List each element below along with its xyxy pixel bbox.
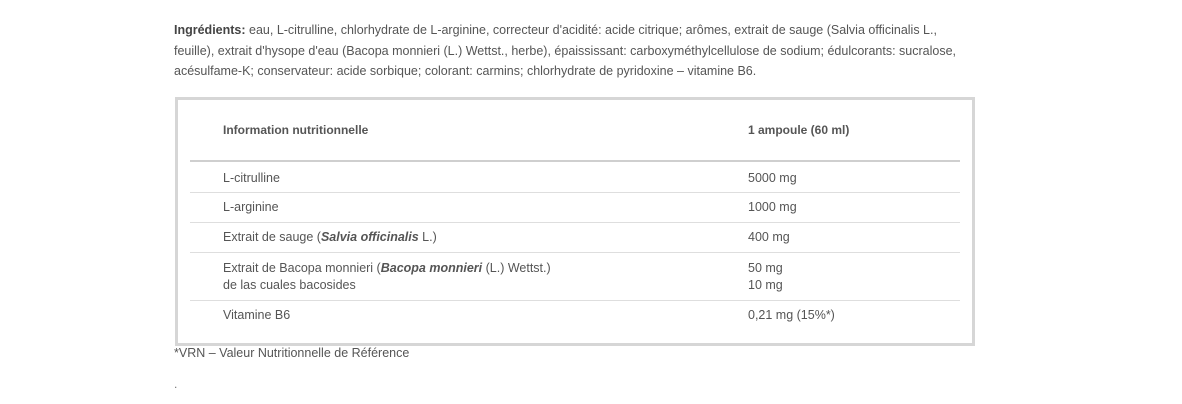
- trailing-mark: .: [174, 377, 178, 391]
- ingredients-text: eau, L-citrulline, chlorhydrate de L-arginine, correcteur d'acidité: acide citrique; arômes, extrait de sauge (Salvia officinalis L., feuille), extrait d'hysope d'eau (Bacopa monnieri (L.) Wettst., herbe), épaississant: carboxyméthylcellulose de sodium; édulcorants: sucralose, acésulfame-K; conservateur: acide sorbique; colorant: carmins; chlorhydrate de pyridoxine – vitamine B6.: [174, 23, 957, 78]
- row-name: [190, 253, 748, 301]
- nutrition-table: [190, 100, 960, 330]
- header-per-ampoule: 1 ampoule (60 ml): [748, 100, 960, 161]
- nutrition-table-box: [175, 97, 975, 346]
- table-row: [190, 193, 960, 223]
- header-nutrition-info: Information nutritionnelle: [190, 100, 748, 161]
- table-row: [190, 253, 960, 301]
- row-name: L-citrulline: [190, 161, 748, 193]
- row-name: [190, 223, 748, 253]
- row-name: L-arginine: [190, 193, 748, 223]
- row-value: 400 mg: [748, 223, 960, 253]
- row-value: 5000 mg: [748, 161, 960, 193]
- row-value: 1000 mg: [748, 193, 960, 223]
- table-row: [190, 161, 960, 193]
- ingredients-label: Ingrédients:: [174, 23, 246, 37]
- table-header-row: [190, 100, 960, 161]
- row-value: [748, 253, 960, 301]
- row-name-latin: Bacopa monnieri: [380, 261, 483, 275]
- row-value-line2: 10 mg: [748, 278, 783, 292]
- row-value-line1: 50 mg: [748, 261, 783, 275]
- footnote: *VRN – Valeur Nutritionnelle de Référence: [174, 346, 410, 360]
- row-name: Vitamine B6: [223, 308, 291, 322]
- ingredients-paragraph: [174, 20, 974, 82]
- row-name-line2: de las cuales bacosides: [223, 278, 356, 292]
- row-name-latin: Salvia officinalis: [320, 230, 419, 244]
- row-name-suffix: (L.) Wettst.): [482, 261, 551, 275]
- row-value: 0,21 mg (15%*): [748, 308, 835, 322]
- row-name-prefix: Extrait de Bacopa monnieri (: [223, 261, 381, 275]
- row-name-suffix: L.): [418, 230, 437, 244]
- row-name-prefix: Extrait de sauge (: [223, 230, 321, 244]
- table-row: [190, 223, 960, 253]
- table-row: [190, 301, 960, 331]
